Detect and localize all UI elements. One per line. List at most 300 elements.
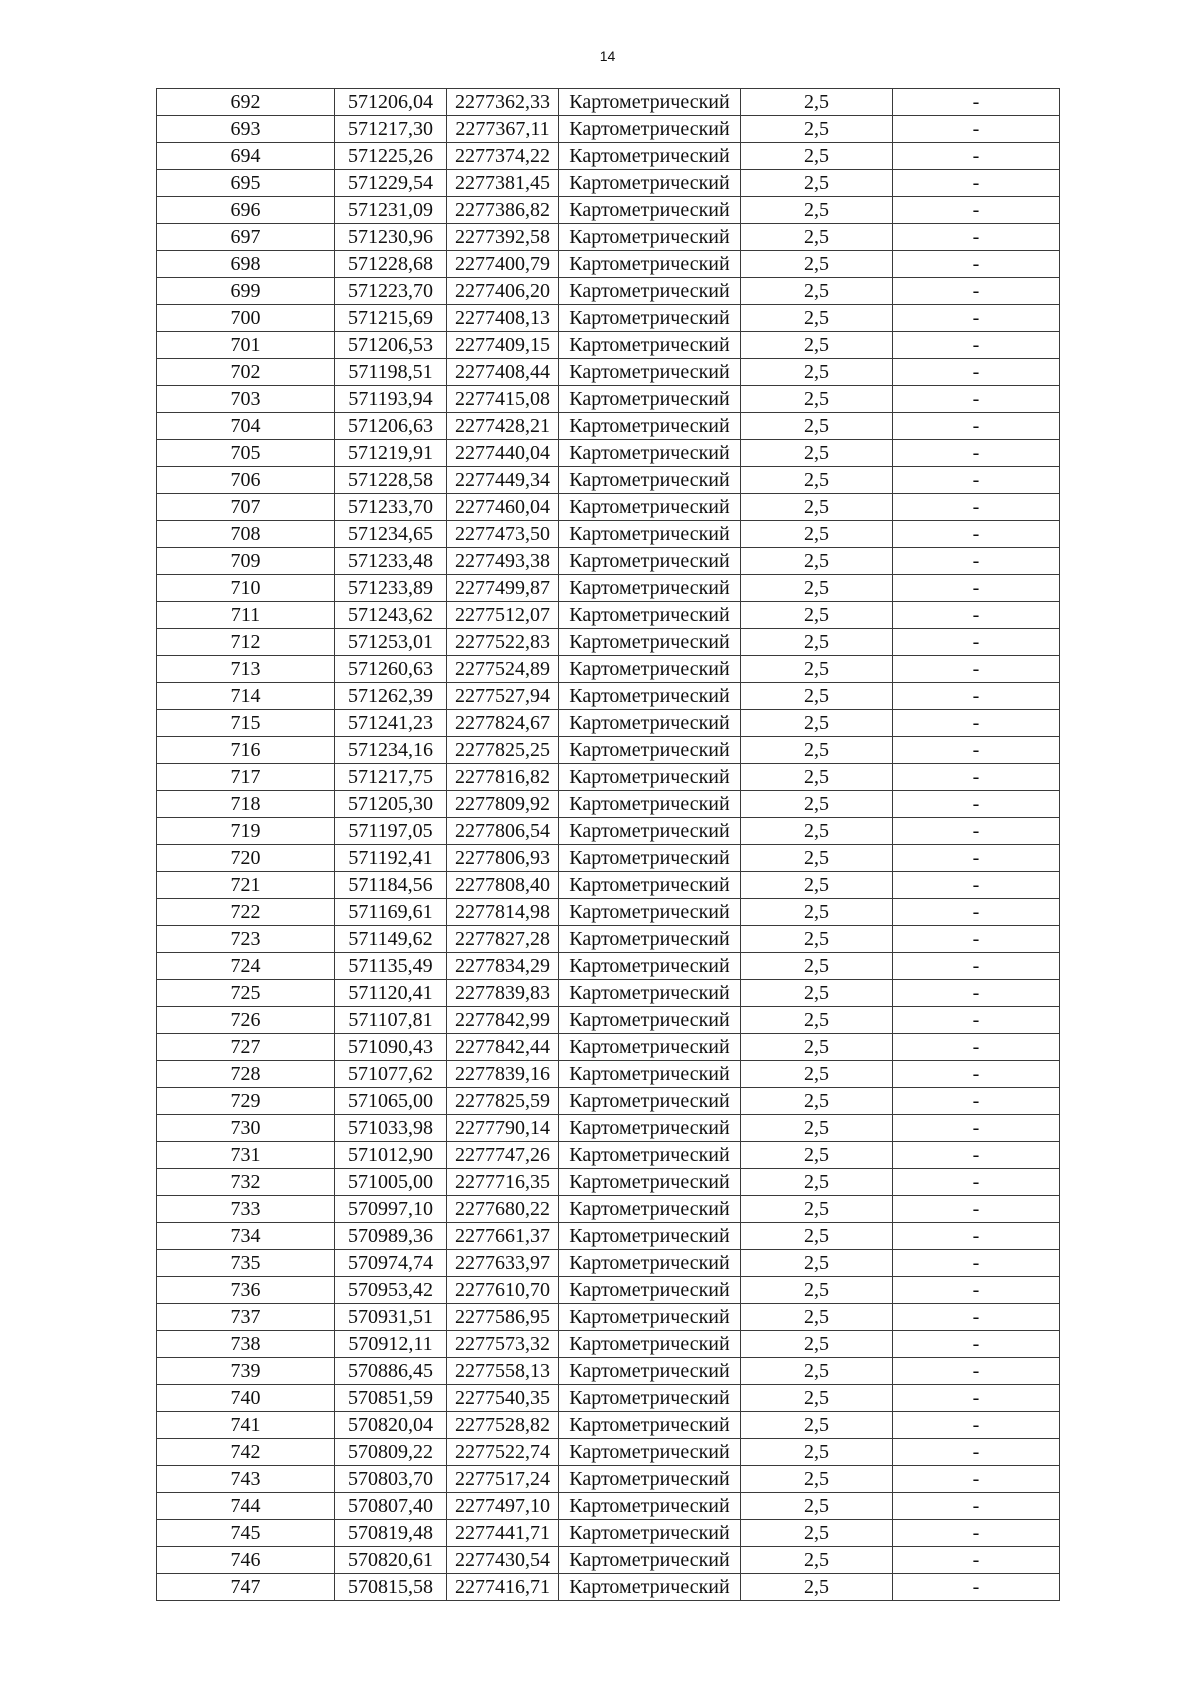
x-coordinate-cell: 571120,41 [335, 980, 447, 1007]
x-coordinate-cell: 570997,10 [335, 1196, 447, 1223]
y-coordinate-cell: 2277839,16 [447, 1061, 559, 1088]
table-row [157, 548, 1060, 575]
description-cell: - [893, 1331, 1060, 1358]
point-number-cell: 712 [157, 629, 335, 656]
description-cell: - [893, 980, 1060, 1007]
y-coordinate-cell: 2277415,08 [447, 386, 559, 413]
table-row [157, 170, 1060, 197]
accuracy-cell: 2,5 [741, 710, 893, 737]
y-coordinate-cell: 2277558,13 [447, 1358, 559, 1385]
accuracy-cell: 2,5 [741, 1115, 893, 1142]
method-cell: Картометрический [559, 575, 741, 602]
accuracy-cell: 2,5 [741, 764, 893, 791]
accuracy-cell: 2,5 [741, 656, 893, 683]
method-cell: Картометрический [559, 1223, 741, 1250]
description-cell: - [893, 1277, 1060, 1304]
description-cell: - [893, 1520, 1060, 1547]
method-cell: Картометрический [559, 332, 741, 359]
description-cell: - [893, 1439, 1060, 1466]
table-row [157, 1547, 1060, 1574]
table-row [157, 926, 1060, 953]
accuracy-cell: 2,5 [741, 1466, 893, 1493]
point-number-cell: 698 [157, 251, 335, 278]
method-cell: Картометрический [559, 1439, 741, 1466]
method-cell: Картометрический [559, 926, 741, 953]
x-coordinate-cell: 570815,58 [335, 1574, 447, 1601]
y-coordinate-cell: 2277825,59 [447, 1088, 559, 1115]
y-coordinate-cell: 2277406,20 [447, 278, 559, 305]
y-coordinate-cell: 2277386,82 [447, 197, 559, 224]
description-cell: - [893, 332, 1060, 359]
method-cell: Картометрический [559, 872, 741, 899]
description-cell: - [893, 629, 1060, 656]
point-number-cell: 724 [157, 953, 335, 980]
x-coordinate-cell: 571193,94 [335, 386, 447, 413]
description-cell: - [893, 710, 1060, 737]
table-row [157, 953, 1060, 980]
point-number-cell: 718 [157, 791, 335, 818]
table-row [157, 791, 1060, 818]
table-row [157, 1115, 1060, 1142]
point-number-cell: 725 [157, 980, 335, 1007]
y-coordinate-cell: 2277661,37 [447, 1223, 559, 1250]
method-cell: Картометрический [559, 494, 741, 521]
accuracy-cell: 2,5 [741, 467, 893, 494]
method-cell: Картометрический [559, 1358, 741, 1385]
point-number-cell: 729 [157, 1088, 335, 1115]
x-coordinate-cell: 570819,48 [335, 1520, 447, 1547]
x-coordinate-cell: 571197,05 [335, 818, 447, 845]
table-row [157, 440, 1060, 467]
description-cell: - [893, 1385, 1060, 1412]
table-row [157, 305, 1060, 332]
point-number-cell: 733 [157, 1196, 335, 1223]
y-coordinate-cell: 2277814,98 [447, 899, 559, 926]
method-cell: Картометрический [559, 548, 741, 575]
table-row [157, 1466, 1060, 1493]
point-number-cell: 708 [157, 521, 335, 548]
accuracy-cell: 2,5 [741, 143, 893, 170]
x-coordinate-cell: 571215,69 [335, 305, 447, 332]
point-number-cell: 735 [157, 1250, 335, 1277]
y-coordinate-cell: 2277747,26 [447, 1142, 559, 1169]
accuracy-cell: 2,5 [741, 1412, 893, 1439]
x-coordinate-cell: 570851,59 [335, 1385, 447, 1412]
description-cell: - [893, 89, 1060, 116]
y-coordinate-cell: 2277473,50 [447, 521, 559, 548]
method-cell: Картометрический [559, 1466, 741, 1493]
accuracy-cell: 2,5 [741, 332, 893, 359]
table-row [157, 737, 1060, 764]
accuracy-cell: 2,5 [741, 1034, 893, 1061]
method-cell: Картометрический [559, 251, 741, 278]
point-number-cell: 728 [157, 1061, 335, 1088]
method-cell: Картометрический [559, 467, 741, 494]
description-cell: - [893, 1466, 1060, 1493]
description-cell: - [893, 1061, 1060, 1088]
y-coordinate-cell: 2277839,83 [447, 980, 559, 1007]
description-cell: - [893, 1142, 1060, 1169]
y-coordinate-cell: 2277409,15 [447, 332, 559, 359]
table-row [157, 1007, 1060, 1034]
method-cell: Картометрический [559, 170, 741, 197]
accuracy-cell: 2,5 [741, 251, 893, 278]
point-number-cell: 722 [157, 899, 335, 926]
x-coordinate-cell: 571228,58 [335, 467, 447, 494]
y-coordinate-cell: 2277497,10 [447, 1493, 559, 1520]
y-coordinate-cell: 2277428,21 [447, 413, 559, 440]
table-row [157, 1223, 1060, 1250]
y-coordinate-cell: 2277522,74 [447, 1439, 559, 1466]
x-coordinate-cell: 571206,53 [335, 332, 447, 359]
method-cell: Картометрический [559, 845, 741, 872]
table-row [157, 521, 1060, 548]
description-cell: - [893, 224, 1060, 251]
accuracy-cell: 2,5 [741, 1520, 893, 1547]
description-cell: - [893, 440, 1060, 467]
x-coordinate-cell: 571107,81 [335, 1007, 447, 1034]
y-coordinate-cell: 2277381,45 [447, 170, 559, 197]
x-coordinate-cell: 571005,00 [335, 1169, 447, 1196]
table-row [157, 602, 1060, 629]
method-cell: Картометрический [559, 224, 741, 251]
description-cell: - [893, 467, 1060, 494]
y-coordinate-cell: 2277449,34 [447, 467, 559, 494]
point-number-cell: 721 [157, 872, 335, 899]
description-cell: - [893, 1574, 1060, 1601]
method-cell: Картометрический [559, 1061, 741, 1088]
accuracy-cell: 2,5 [741, 413, 893, 440]
x-coordinate-cell: 571219,91 [335, 440, 447, 467]
description-cell: - [893, 926, 1060, 953]
point-number-cell: 723 [157, 926, 335, 953]
accuracy-cell: 2,5 [741, 170, 893, 197]
method-cell: Картометрический [559, 386, 741, 413]
point-number-cell: 746 [157, 1547, 335, 1574]
table-row [157, 1169, 1060, 1196]
x-coordinate-cell: 570931,51 [335, 1304, 447, 1331]
point-number-cell: 737 [157, 1304, 335, 1331]
description-cell: - [893, 1304, 1060, 1331]
y-coordinate-cell: 2277586,95 [447, 1304, 559, 1331]
table-row [157, 980, 1060, 1007]
y-coordinate-cell: 2277528,82 [447, 1412, 559, 1439]
accuracy-cell: 2,5 [741, 1061, 893, 1088]
description-cell: - [893, 1412, 1060, 1439]
x-coordinate-cell: 571253,01 [335, 629, 447, 656]
table-row [157, 1088, 1060, 1115]
point-number-cell: 736 [157, 1277, 335, 1304]
accuracy-cell: 2,5 [741, 1574, 893, 1601]
point-number-cell: 705 [157, 440, 335, 467]
accuracy-cell: 2,5 [741, 980, 893, 1007]
x-coordinate-cell: 571135,49 [335, 953, 447, 980]
accuracy-cell: 2,5 [741, 683, 893, 710]
y-coordinate-cell: 2277408,13 [447, 305, 559, 332]
method-cell: Картометрический [559, 143, 741, 170]
accuracy-cell: 2,5 [741, 926, 893, 953]
method-cell: Картометрический [559, 1007, 741, 1034]
description-cell: - [893, 656, 1060, 683]
description-cell: - [893, 899, 1060, 926]
x-coordinate-cell: 570953,42 [335, 1277, 447, 1304]
description-cell: - [893, 764, 1060, 791]
table-row [157, 224, 1060, 251]
y-coordinate-cell: 2277367,11 [447, 116, 559, 143]
accuracy-cell: 2,5 [741, 575, 893, 602]
y-coordinate-cell: 2277790,14 [447, 1115, 559, 1142]
description-cell: - [893, 1034, 1060, 1061]
description-cell: - [893, 494, 1060, 521]
point-number-cell: 707 [157, 494, 335, 521]
point-number-cell: 696 [157, 197, 335, 224]
table-row [157, 1250, 1060, 1277]
x-coordinate-cell: 571260,63 [335, 656, 447, 683]
accuracy-cell: 2,5 [741, 305, 893, 332]
coordinates-table [156, 88, 1060, 1601]
x-coordinate-cell: 571198,51 [335, 359, 447, 386]
table-row [157, 143, 1060, 170]
method-cell: Картометрический [559, 1034, 741, 1061]
description-cell: - [893, 1547, 1060, 1574]
y-coordinate-cell: 2277540,35 [447, 1385, 559, 1412]
accuracy-cell: 2,5 [741, 89, 893, 116]
y-coordinate-cell: 2277512,07 [447, 602, 559, 629]
y-coordinate-cell: 2277460,04 [447, 494, 559, 521]
method-cell: Картометрический [559, 1277, 741, 1304]
point-number-cell: 710 [157, 575, 335, 602]
point-number-cell: 709 [157, 548, 335, 575]
point-number-cell: 717 [157, 764, 335, 791]
accuracy-cell: 2,5 [741, 386, 893, 413]
accuracy-cell: 2,5 [741, 1223, 893, 1250]
point-number-cell: 731 [157, 1142, 335, 1169]
y-coordinate-cell: 2277824,67 [447, 710, 559, 737]
description-cell: - [893, 1196, 1060, 1223]
method-cell: Картометрический [559, 1547, 741, 1574]
method-cell: Картометрический [559, 116, 741, 143]
method-cell: Картометрический [559, 602, 741, 629]
x-coordinate-cell: 571223,70 [335, 278, 447, 305]
table-row [157, 1196, 1060, 1223]
y-coordinate-cell: 2277392,58 [447, 224, 559, 251]
x-coordinate-cell: 571234,65 [335, 521, 447, 548]
accuracy-cell: 2,5 [741, 1547, 893, 1574]
point-number-cell: 720 [157, 845, 335, 872]
point-number-cell: 703 [157, 386, 335, 413]
table-row [157, 467, 1060, 494]
description-cell: - [893, 359, 1060, 386]
x-coordinate-cell: 570912,11 [335, 1331, 447, 1358]
table-row [157, 629, 1060, 656]
table-row [157, 1385, 1060, 1412]
point-number-cell: 693 [157, 116, 335, 143]
x-coordinate-cell: 571225,26 [335, 143, 447, 170]
method-cell: Картометрический [559, 1574, 741, 1601]
description-cell: - [893, 548, 1060, 575]
point-number-cell: 726 [157, 1007, 335, 1034]
description-cell: - [893, 251, 1060, 278]
x-coordinate-cell: 571065,00 [335, 1088, 447, 1115]
description-cell: - [893, 143, 1060, 170]
table-row [157, 872, 1060, 899]
accuracy-cell: 2,5 [741, 548, 893, 575]
description-cell: - [893, 818, 1060, 845]
description-cell: - [893, 1169, 1060, 1196]
table-row [157, 1439, 1060, 1466]
y-coordinate-cell: 2277527,94 [447, 683, 559, 710]
method-cell: Картометрический [559, 1142, 741, 1169]
y-coordinate-cell: 2277573,32 [447, 1331, 559, 1358]
method-cell: Картометрический [559, 440, 741, 467]
x-coordinate-cell: 571205,30 [335, 791, 447, 818]
accuracy-cell: 2,5 [741, 629, 893, 656]
table-row [157, 818, 1060, 845]
point-number-cell: 747 [157, 1574, 335, 1601]
method-cell: Картометрический [559, 359, 741, 386]
point-number-cell: 716 [157, 737, 335, 764]
accuracy-cell: 2,5 [741, 1250, 893, 1277]
x-coordinate-cell: 571206,63 [335, 413, 447, 440]
description-cell: - [893, 845, 1060, 872]
point-number-cell: 742 [157, 1439, 335, 1466]
description-cell: - [893, 1358, 1060, 1385]
accuracy-cell: 2,5 [741, 1439, 893, 1466]
method-cell: Картометрический [559, 1196, 741, 1223]
x-coordinate-cell: 570820,04 [335, 1412, 447, 1439]
y-coordinate-cell: 2277806,54 [447, 818, 559, 845]
table-row [157, 1574, 1060, 1601]
y-coordinate-cell: 2277522,83 [447, 629, 559, 656]
x-coordinate-cell: 571192,41 [335, 845, 447, 872]
accuracy-cell: 2,5 [741, 521, 893, 548]
description-cell: - [893, 1250, 1060, 1277]
table-row [157, 1061, 1060, 1088]
x-coordinate-cell: 571228,68 [335, 251, 447, 278]
page-number: 14 [599, 48, 616, 64]
point-number-cell: 699 [157, 278, 335, 305]
description-cell: - [893, 1115, 1060, 1142]
x-coordinate-cell: 571033,98 [335, 1115, 447, 1142]
x-coordinate-cell: 570807,40 [335, 1493, 447, 1520]
y-coordinate-cell: 2277825,25 [447, 737, 559, 764]
point-number-cell: 715 [157, 710, 335, 737]
x-coordinate-cell: 571229,54 [335, 170, 447, 197]
point-number-cell: 694 [157, 143, 335, 170]
x-coordinate-cell: 571090,43 [335, 1034, 447, 1061]
description-cell: - [893, 1223, 1060, 1250]
method-cell: Картометрический [559, 1304, 741, 1331]
description-cell: - [893, 791, 1060, 818]
x-coordinate-cell: 570989,36 [335, 1223, 447, 1250]
method-cell: Картометрический [559, 737, 741, 764]
method-cell: Картометрический [559, 521, 741, 548]
x-coordinate-cell: 571169,61 [335, 899, 447, 926]
table-row [157, 1493, 1060, 1520]
y-coordinate-cell: 2277440,04 [447, 440, 559, 467]
method-cell: Картометрический [559, 1385, 741, 1412]
table-row [157, 278, 1060, 305]
description-cell: - [893, 1493, 1060, 1520]
point-number-cell: 711 [157, 602, 335, 629]
x-coordinate-cell: 571233,48 [335, 548, 447, 575]
description-cell: - [893, 278, 1060, 305]
description-cell: - [893, 1007, 1060, 1034]
method-cell: Картометрический [559, 980, 741, 1007]
description-cell: - [893, 953, 1060, 980]
point-number-cell: 732 [157, 1169, 335, 1196]
method-cell: Картометрический [559, 1250, 741, 1277]
method-cell: Картометрический [559, 683, 741, 710]
method-cell: Картометрический [559, 1331, 741, 1358]
x-coordinate-cell: 571217,30 [335, 116, 447, 143]
x-coordinate-cell: 570820,61 [335, 1547, 447, 1574]
y-coordinate-cell: 2277806,93 [447, 845, 559, 872]
table-row [157, 656, 1060, 683]
point-number-cell: 739 [157, 1358, 335, 1385]
y-coordinate-cell: 2277416,71 [447, 1574, 559, 1601]
x-coordinate-cell: 571217,75 [335, 764, 447, 791]
method-cell: Картометрический [559, 413, 741, 440]
accuracy-cell: 2,5 [741, 1196, 893, 1223]
description-cell: - [893, 305, 1060, 332]
method-cell: Картометрический [559, 791, 741, 818]
x-coordinate-cell: 571262,39 [335, 683, 447, 710]
description-cell: - [893, 197, 1060, 224]
table-row [157, 359, 1060, 386]
table-row [157, 251, 1060, 278]
description-cell: - [893, 413, 1060, 440]
x-coordinate-cell: 571233,70 [335, 494, 447, 521]
description-cell: - [893, 1088, 1060, 1115]
x-coordinate-cell: 571184,56 [335, 872, 447, 899]
table-row [157, 1304, 1060, 1331]
method-cell: Картометрический [559, 278, 741, 305]
x-coordinate-cell: 570803,70 [335, 1466, 447, 1493]
accuracy-cell: 2,5 [741, 1088, 893, 1115]
table-row [157, 197, 1060, 224]
y-coordinate-cell: 2277834,29 [447, 953, 559, 980]
description-cell: - [893, 116, 1060, 143]
y-coordinate-cell: 2277842,44 [447, 1034, 559, 1061]
y-coordinate-cell: 2277827,28 [447, 926, 559, 953]
point-number-cell: 730 [157, 1115, 335, 1142]
point-number-cell: 704 [157, 413, 335, 440]
point-number-cell: 713 [157, 656, 335, 683]
accuracy-cell: 2,5 [741, 278, 893, 305]
point-number-cell: 738 [157, 1331, 335, 1358]
table-row [157, 1412, 1060, 1439]
accuracy-cell: 2,5 [741, 1169, 893, 1196]
accuracy-cell: 2,5 [741, 116, 893, 143]
x-coordinate-cell: 571230,96 [335, 224, 447, 251]
table-row [157, 845, 1060, 872]
description-cell: - [893, 737, 1060, 764]
accuracy-cell: 2,5 [741, 1142, 893, 1169]
point-number-cell: 745 [157, 1520, 335, 1547]
y-coordinate-cell: 2277842,99 [447, 1007, 559, 1034]
method-cell: Картометрический [559, 1520, 741, 1547]
table-row [157, 1034, 1060, 1061]
accuracy-cell: 2,5 [741, 737, 893, 764]
point-number-cell: 706 [157, 467, 335, 494]
method-cell: Картометрический [559, 629, 741, 656]
point-number-cell: 734 [157, 1223, 335, 1250]
table-row [157, 89, 1060, 116]
x-coordinate-cell: 571241,23 [335, 710, 447, 737]
description-cell: - [893, 602, 1060, 629]
x-coordinate-cell: 571012,90 [335, 1142, 447, 1169]
